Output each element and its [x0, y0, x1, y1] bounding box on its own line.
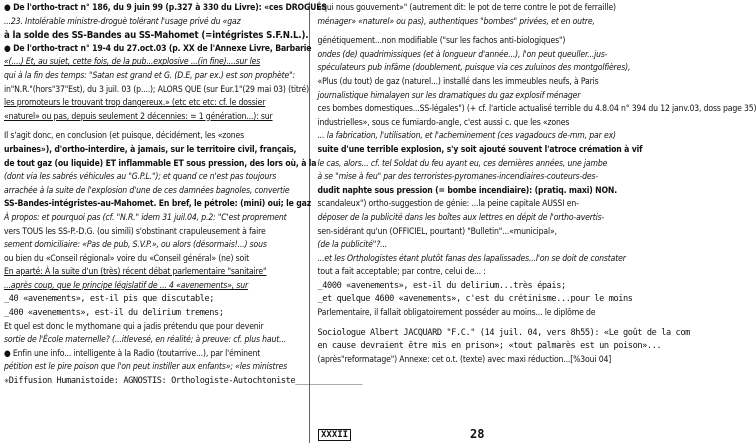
- text-line: Parlementaire, il fallait obligatoirement posséder au moins... le diplôme de: [317, 308, 596, 319]
- text-line: ondes (de) quadrimissiques (et à longueur d'année...), l'on peut queuller...jus-: [317, 49, 608, 60]
- text-line: _et quelque 4600 «avenements», c'est du crétinisme...pour le moins: [317, 294, 633, 305]
- text-line: _400 «avenements», est-il du delirium tremens;: [4, 308, 224, 319]
- text-line: tout a fait acceptable; par contre, celui de... :: [317, 267, 486, 278]
- text-line: ● De l'ortho-tract n° 186, du 9 juin 99 (p.327 à 330 du Livre): «ces DROGUÉS: [4, 3, 327, 13]
- text-line: pétition est le pire poison que l'on peut instiller aux enfants»; «les ministres: [4, 362, 287, 373]
- text-line: vers TOUS les SS-P.-D.G. (ou simili) s'obstinant crapuleusement à faire: [4, 226, 266, 237]
- text-line: «naturel» ou pas, depuis seulement 2 décennies: = 1 génération...): sur: [4, 111, 273, 122]
- text-line: le cas, alors... cf. tel Soldat du feu ayant eu, ces dernières années, une jambe: [317, 158, 608, 169]
- text-line: ...après coup, que le principe législatif de ... 4 «avenements», sur: [4, 280, 249, 291]
- text-line: en cause devraient être mis en prison»; «tout palmarès est un poison»...: [317, 341, 662, 352]
- text-line: qui à la fin des temps: "Satan est grand et G. (D.E, par ex.) est son prophète":: [4, 70, 295, 81]
- text-line: à se "mise à feu" par des terroristes-pyromanes-incendiaires-couteurs-des-: [317, 172, 598, 183]
- text-line: à la solde des SS-Bandes au SS-Mahomet (=intégristes S.F.N.L.).: [4, 30, 309, 42]
- text-line: journalistique himalayen sur les dramatiques du gaz explosif ménager: [317, 90, 581, 101]
- text-line: in"N.R."(hors"37"Est), du 3 juil. 03 (p....); ALORS QUE (sur Eur.1"(29 mai 03) (titré): [4, 84, 310, 95]
- text-line: (dont via les sabrés véhicules au "G.P.L."); et quand ce n'est pas toujours: [4, 172, 277, 183]
- text-line: sement domiciliaire: «Pas de pub, S.V.P.», ou alors (désormais!...) sous: [4, 240, 267, 251]
- text-line: «qui nous gouvernent»" (autrement dit: le pot de terre contre le pot de ferraille): [317, 3, 616, 13]
- folio-roman: XXXII: [318, 429, 351, 441]
- text-line: Sociologue Albert JACQUARD "F.C." (14 juil. 04, vers 8h55): «Le goût de la com: [317, 327, 690, 338]
- text-line: suite d'une terrible explosion, s'y soit ajouté souvent l'atroce crémation à vif: [317, 144, 643, 155]
- text-line: sen-sidérant qu'un (OFFICIEL, pourtant) "Bulletin"...«municipal»,: [317, 226, 557, 237]
- text-line: Il s'agit donc, en conclusion (et puisque, décidément, les «zones: [4, 131, 245, 142]
- footer-line: ✳Diffusion Humanistoide: AGNOSTIS: Orthologiste-Autochtoniste______________: [4, 376, 363, 387]
- text-line: ● Enfin une info... intelligente à la Radio (toutarrive...), par l'éminent: [4, 348, 261, 359]
- text-line: les promoteurs le trouvant trop dangereux.» (etc etc etc: cf. le dossier: [4, 98, 266, 109]
- text-line: de tout gaz (ou liquide) ET inflammable ET sous pression, des lors où, à la: [4, 158, 317, 169]
- text-line: ... la fabrication, l'utilisation, et l'acheminement (ces vagadoucs de-mm, par ex): [317, 131, 616, 142]
- text-line: dudit naphte sous pression (= bombe incendiaire): (pratiq. maxi) NON.: [317, 185, 617, 196]
- text-line: _40 «avenements», est-il pis que discutable;: [4, 294, 215, 305]
- text-line: «(....) Et, au sujet, cette fois, de la pub...explosive ...(in fine)....sur les: [4, 57, 261, 68]
- text-line: urbaines»), d'ortho-interdire, à jamais, sur le territoire civil, français,: [4, 144, 297, 155]
- text-line: ménager» «naturel» ou pas), authentiques "bombes" privées, et en outre,: [317, 16, 595, 27]
- text-line: ou bien du «Conseil régional» voire du «Conseil général» (ne) soit: [4, 253, 249, 264]
- text-line: sortie de l'École maternelle? (...itlevesé, en réalité; à preuve: cf. plus haut...: [4, 335, 287, 346]
- right-column: [317, 2, 756, 443]
- text-line: Et quel est donc le mythomane qui a jadis prétendu que pour devenir: [4, 321, 264, 332]
- text-line: ...23. Intolérable ministre-droguè tolérant l'usage privé du «gaz: [4, 16, 241, 27]
- text-line: scandaleux") ortho-suggestion de génie: ...la peine capitale AUSSI en-: [317, 199, 579, 210]
- text-line: arrachée à la suite de l'explosion d'une de ces damnées bagnoles, convertie: [4, 185, 290, 196]
- text-line: déposer de la publicité dans les boîtes aux lettres en dépit de l'ortho-avertis-: [317, 212, 605, 223]
- text-line: «Plus (du tout) de gaz (naturel...) installé dans les immeubles neufs, à Paris: [317, 76, 599, 87]
- text-line: ces bombes domestiques...SS-légales") (+ cf. l'article actualisé terrible du 4.8.04 n° 394 du 12 janv.03, doss page 35): [317, 104, 756, 115]
- page-number: 28: [470, 427, 485, 441]
- text-line: SS-Bandes-intégristes-au-Mahomet. En bref, le pétrole: (mini) oui; le gaz: [4, 199, 312, 210]
- text-line: génétiquement...non modifiable ("sur les fachos anti-biologiques"): [317, 36, 566, 47]
- text-line: industrielles», sous ce fumiardo-angle, c'est aussi c. que les «zones: [317, 117, 570, 128]
- text-line: spéculateurs pub infâme (doublement, puisque via ces zuluinos des montgolfières),: [317, 63, 631, 74]
- text-line: _4000 «avenements», est-il du delirium...très épais;: [317, 280, 566, 291]
- text-line: À propos: et pourquoi pas (cf. "N.R." idem 31 juil.04, p.2: "C'est proprement: [4, 212, 287, 223]
- text-line: ● De l'ortho-tract n° 19-4 du 27.oct.03 (p. XX de l'Annexe Livre, Barbarie: [4, 43, 312, 54]
- text-line: (après"reformatage") Annexe: cet o.t. (texte) avec maxi réduction...[%3oui 04]: [317, 354, 612, 365]
- text-line: En aparté: À la suite d'un (très) récent débat parlementaire "sanitaire": [4, 267, 267, 278]
- text-line: ...et les Orthologistes étant plutôt fanas des lapalissades...l'on se doit de constater: [317, 253, 626, 264]
- text-line: (de la publicité"?...: [317, 240, 388, 251]
